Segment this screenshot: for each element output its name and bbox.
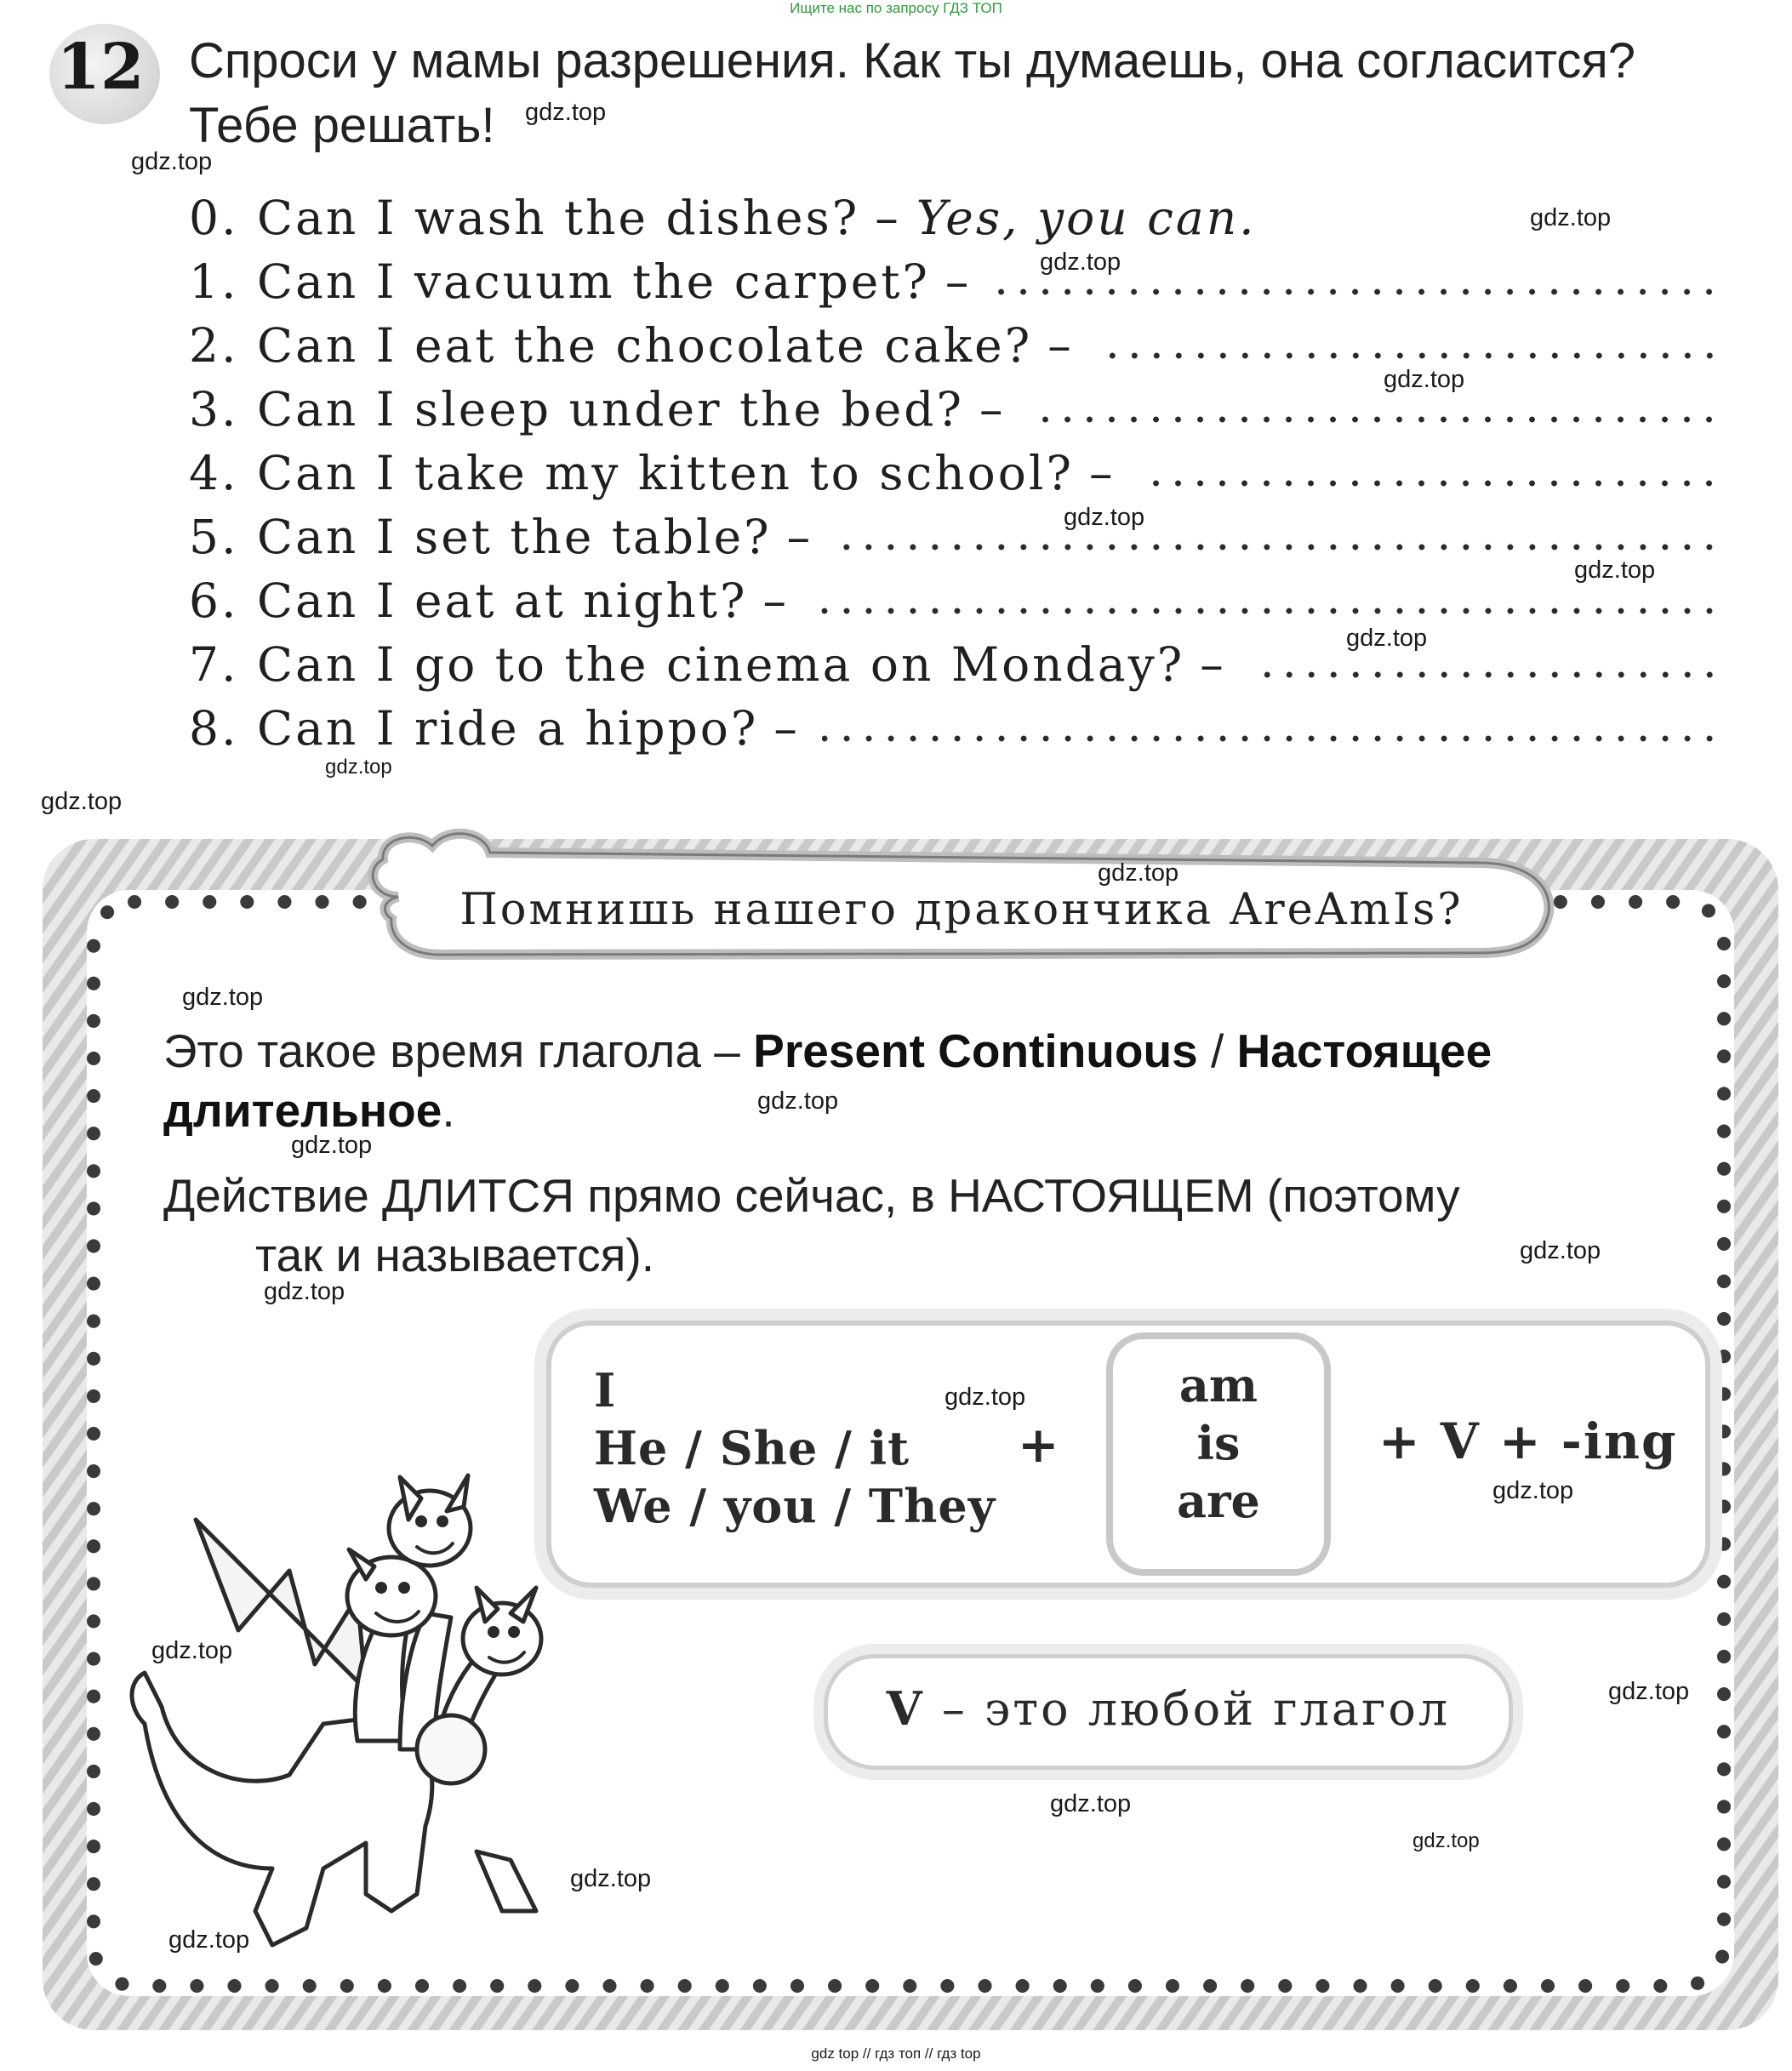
answer-dotted-line[interactable] <box>811 606 1721 616</box>
question-item <box>189 185 1721 249</box>
verb-is: is <box>1196 1416 1241 1470</box>
question-dash: – <box>1088 445 1116 500</box>
watermark: gdz.top <box>525 99 607 126</box>
watermark: gdz.top <box>1064 504 1145 531</box>
v-note-text: – это любой глагол <box>924 1682 1451 1736</box>
question-dash: – <box>1047 317 1074 373</box>
answer-dotted-line[interactable] <box>1096 351 1721 361</box>
watermark: gdz.top <box>1050 1790 1132 1817</box>
question-text: Can I eat at night? <box>257 573 748 628</box>
question-number: 0. <box>189 190 239 245</box>
question-number: 8. <box>189 700 239 756</box>
watermark: gdz.top <box>325 756 392 779</box>
watermark: gdz.top <box>1098 859 1179 887</box>
subject-we-you-they: We / you / They <box>594 1479 996 1533</box>
question-dash: – <box>979 381 1006 436</box>
watermark: gdz.top <box>1530 204 1612 231</box>
question-text: Can I wash the dishes? <box>257 190 860 245</box>
v-note <box>824 1681 1513 1736</box>
question-text: Can I go to the cinema on Monday? <box>257 636 1185 692</box>
watermark: gdz.top <box>1412 1829 1480 1852</box>
watermark: gdz.top <box>131 148 213 175</box>
question-item <box>189 568 1721 632</box>
watermark: gdz.top <box>1346 625 1428 652</box>
question-number: 2. <box>189 317 239 373</box>
question-text: Can I sleep under the bed? <box>257 381 964 436</box>
question-dash: – <box>875 190 901 245</box>
answer-dotted-line[interactable] <box>835 542 1721 552</box>
formula-subjects <box>594 1361 996 1535</box>
watermark: gdz.top <box>757 1087 839 1115</box>
question-item <box>189 696 1721 760</box>
top-search-note[interactable]: Ищите нас по запросу ГДЗ ТОП <box>790 0 1002 16</box>
question-text: Can I vacuum the carpet? <box>257 254 930 309</box>
question-dash: – <box>786 509 813 564</box>
question-item <box>189 632 1721 696</box>
answer-dotted-line[interactable] <box>822 733 1721 744</box>
watermark: gdz.top <box>151 1637 233 1664</box>
watermark: gdz.top <box>945 1384 1026 1411</box>
question-item <box>189 313 1721 377</box>
watermark: gdz.top <box>1384 366 1465 393</box>
rule-present-continuous <box>163 1021 1729 1140</box>
watermark: gdz.top <box>570 1865 652 1892</box>
exercise-title-line2: Тебе решать! <box>189 98 495 153</box>
rule1-term-en: Present Continuous <box>753 1024 1198 1077</box>
sample-answer: Yes, you can. <box>916 190 1257 245</box>
exercise-title-line1: Спроси у мамы разрешения. Как ты думаешь, она согласится? <box>189 33 1636 88</box>
watermark: gdz.top <box>291 1132 373 1159</box>
watermark: gdz.top <box>168 1926 250 1954</box>
rule1-separator: / <box>1197 1024 1237 1077</box>
question-number: 1. <box>189 254 239 309</box>
formula-ending: + V + -ing <box>1378 1412 1678 1470</box>
formula-to-be <box>1106 1356 1331 1530</box>
rule1-plain: Это такое время глагола – <box>163 1024 754 1077</box>
watermark: gdz.top <box>182 984 264 1011</box>
question-item <box>189 505 1721 568</box>
question-text: Can I eat the chocolate cake? <box>257 317 1033 373</box>
watermark: gdz.top <box>41 788 123 815</box>
question-list <box>189 185 1721 760</box>
formula-plus: + <box>1018 1416 1059 1474</box>
exercise-number-badge <box>49 24 160 124</box>
exercise-number: 12 <box>56 31 145 104</box>
subject-i: I <box>594 1363 617 1418</box>
watermark: gdz.top <box>1492 1477 1574 1504</box>
exercise-title <box>189 29 1755 158</box>
rule2-line1: Действие ДЛИТСЯ прямо сейчас, в НАСТОЯЩЕМ (поэтому <box>163 1169 1460 1222</box>
cloud-title: Помнишь нашего дракончика AreAmIs? <box>459 885 1464 935</box>
answer-dotted-line[interactable] <box>1027 414 1721 425</box>
rule2-line2: так и называется). <box>255 1229 655 1281</box>
rule1-end: . <box>442 1084 455 1137</box>
watermark: gdz.top <box>1040 248 1121 276</box>
question-item <box>189 377 1721 441</box>
question-dash: – <box>1200 636 1226 692</box>
answer-dotted-line[interactable] <box>993 287 1721 297</box>
question-text: Can I set the table? <box>257 509 772 564</box>
three-headed-dragon-illustration <box>111 1469 621 1971</box>
question-item <box>189 249 1721 313</box>
question-dash: – <box>945 254 972 309</box>
answer-dotted-line[interactable] <box>1248 670 1721 680</box>
question-dash: – <box>773 700 800 756</box>
question-number: 4. <box>189 445 239 500</box>
watermark: gdz.top <box>1608 1678 1690 1705</box>
rule-explanation <box>163 1166 1729 1285</box>
question-dash: – <box>762 573 790 628</box>
verb-are: are <box>1177 1474 1260 1528</box>
question-text: Can I ride a hippo? <box>257 700 759 756</box>
watermark: gdz.top <box>1574 556 1656 584</box>
question-number: 6. <box>189 573 239 628</box>
watermark: gdz.top <box>1520 1237 1601 1264</box>
rule1-term-ru: Настоящее длительное <box>163 1024 1492 1137</box>
footer-note: gdz top // гдз топ // гдз top <box>811 2045 981 2062</box>
verb-am: am <box>1178 1358 1258 1412</box>
question-number: 5. <box>189 509 239 564</box>
question-item <box>189 441 1721 505</box>
subject-he-she-it: He / She / it <box>594 1421 910 1475</box>
answer-dotted-line[interactable] <box>1137 478 1721 488</box>
question-number: 3. <box>189 381 239 436</box>
question-text: Can I take my kitten to school? <box>257 445 1074 500</box>
question-number: 7. <box>189 636 239 692</box>
v-note-symbol: V <box>886 1681 925 1736</box>
watermark: gdz.top <box>264 1278 345 1305</box>
